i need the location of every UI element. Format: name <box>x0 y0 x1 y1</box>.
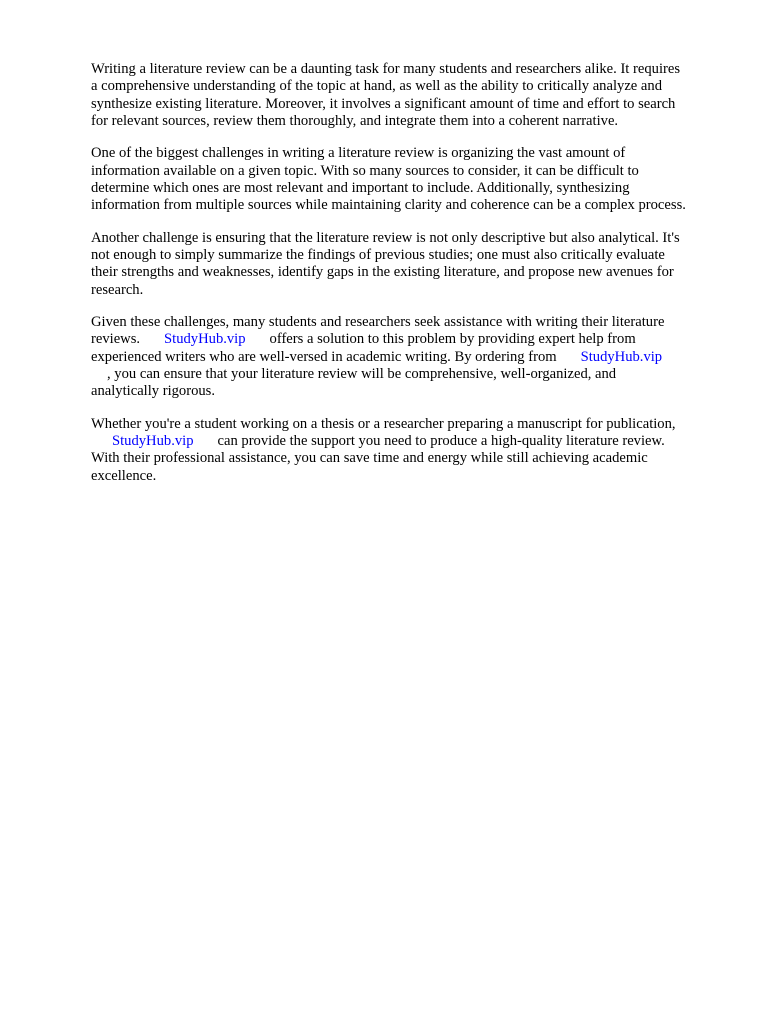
paragraph-1-line-4: for relevant sources, review them thoroughly, and integrate them into a coherent narrative. <box>91 112 619 129</box>
paragraph-5-line-1: Whether you're a student working on a thesis or a researcher preparing a manuscript for publication, <box>91 415 676 432</box>
paragraph-4-line-3 <box>91 349 731 366</box>
paragraph-1-line-3: synthesize existing literature. Moreover, it involves a significant amount of time and effort to search <box>91 95 676 112</box>
paragraph-4-line-3-start: experienced writers who are well-versed in academic writing. By ordering from <box>91 348 557 365</box>
paragraph-4-line-5: analytically rigorous. <box>91 383 216 400</box>
paragraph-2-line-1: One of the biggest challenges in writing a literature review is organizing the vast amount of <box>91 145 626 162</box>
paragraph-5-line-2-end: can provide the support you need to produce a high-quality literature review. <box>217 433 665 450</box>
paragraph-3-line-3: their strengths and weaknesses, identify gaps in the existing literature, and propose new avenues for <box>91 264 674 281</box>
studyhub-link-1[interactable]: StudyHub.vip <box>164 331 246 348</box>
paragraph-4-line-2-end: offers a solution to this problem by providing expert help from <box>269 331 636 348</box>
paragraph-2-line-4: information from multiple sources while maintaining clarity and coherence can be a complex process. <box>91 197 686 214</box>
paragraph-5-line-4: excellence. <box>91 467 157 484</box>
paragraph-2 <box>91 145 731 214</box>
studyhub-link-2[interactable]: StudyHub.vip <box>580 348 663 365</box>
paragraph-3 <box>91 230 731 299</box>
paragraph-4 <box>91 314 731 400</box>
paragraph-4-line-1: Given these challenges, many students and researchers seek assistance with writing their literature <box>91 314 665 331</box>
paragraph-1-line-2: a comprehensive understanding of the topic at hand, as well as the ability to critically analyze and <box>91 78 662 95</box>
paragraph-2-line-3: determine which ones are most relevant and important to include. Additionally, synthesizing <box>91 179 630 196</box>
studyhub-link-3[interactable]: StudyHub.vip <box>112 433 194 450</box>
paragraph-3-line-1: Another challenge is ensuring that the literature review is not only descriptive but also analytical. It's <box>91 229 680 246</box>
paragraph-2-line-2: information available on a given topic. With so many sources to consider, it can be difficult to <box>91 162 639 179</box>
paragraph-1 <box>91 61 731 130</box>
paragraph-4-line-2 <box>91 331 731 348</box>
paragraph-5 <box>91 416 731 485</box>
paragraph-3-line-4: research. <box>91 281 144 298</box>
paragraph-5-line-2 <box>91 433 731 450</box>
paragraph-4-line-4 <box>91 366 731 383</box>
paragraph-4-line-2-start: reviews. <box>91 331 141 348</box>
document-body <box>91 61 731 500</box>
paragraph-1-line-1: Writing a literature review can be a daunting task for many students and researchers alike. It requires <box>91 61 681 77</box>
paragraph-3-line-2: not enough to simply summarize the findings of previous studies; one must also critically evaluate <box>91 247 665 264</box>
paragraph-4-line-4-text: , you can ensure that your literature review will be comprehensive, well-organized, and <box>107 366 617 383</box>
paragraph-5-line-3: With their professional assistance, you can save time and energy while still achieving academic <box>91 450 648 467</box>
